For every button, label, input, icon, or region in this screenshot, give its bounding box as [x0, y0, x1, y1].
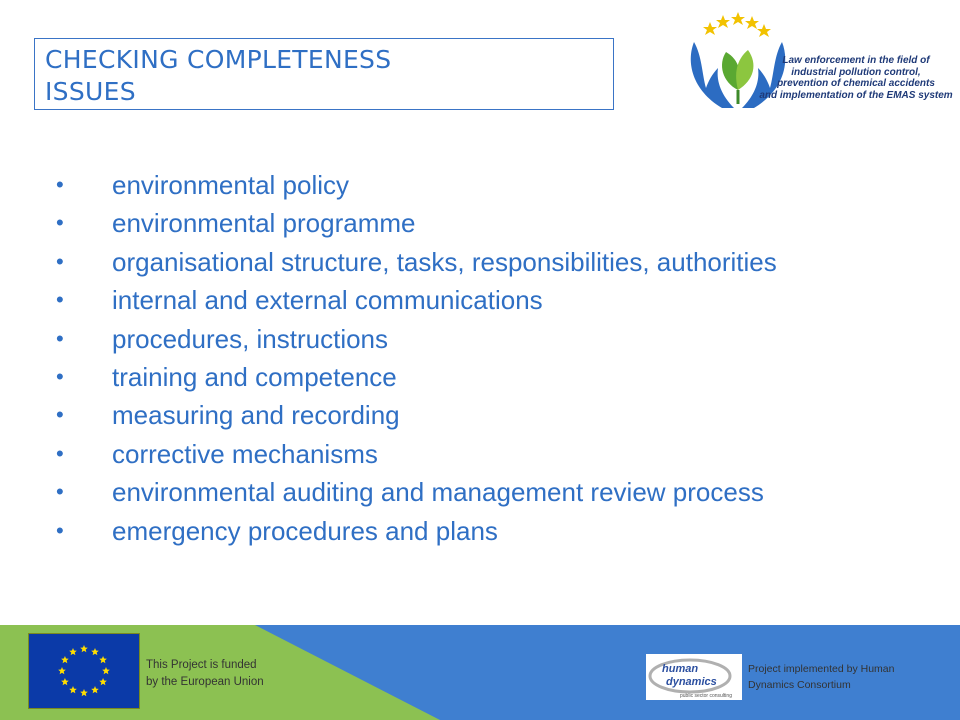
eu-star: [91, 686, 99, 693]
eu-flag: [28, 633, 140, 709]
list-item-text: corrective mechanisms: [112, 438, 378, 469]
implemented-line: Project implemented by Human: [748, 663, 895, 675]
list-item: [56, 320, 777, 358]
logo-caption: [756, 55, 956, 101]
list-item: [56, 166, 777, 204]
eu-star: [61, 656, 69, 663]
eu-star: [80, 645, 88, 652]
eu-star: [91, 648, 99, 655]
bullet-icon: •: [56, 402, 64, 428]
funded-text: [146, 657, 264, 691]
hd-word1: human: [662, 663, 699, 675]
slide-title-line-1: CHECKING COMPLETENESS: [45, 45, 392, 74]
list-item-text: environmental auditing and management review process: [112, 477, 764, 508]
list-item-text: organisational structure, tasks, responsibilities, authorities: [112, 246, 777, 277]
bullet-icon: •: [56, 440, 64, 466]
eu-star: [102, 667, 110, 674]
funded-line: by the European Union: [146, 676, 264, 688]
list-item: [56, 204, 777, 242]
slide-title-line-2: ISSUES: [45, 77, 136, 106]
list-item: [56, 473, 777, 511]
logo-caption-line: industrial pollution control,: [791, 66, 921, 78]
list-item: [56, 512, 777, 550]
list-item: [56, 396, 777, 434]
eu-star: [69, 648, 77, 655]
list-item-text: environmental programme: [112, 208, 416, 239]
list-item: [56, 243, 777, 281]
eu-star: [61, 678, 69, 685]
slide-title-box: [34, 38, 614, 110]
checklist: [56, 166, 777, 550]
list-item: [56, 281, 777, 319]
eu-star: [69, 686, 77, 693]
bullet-icon: •: [56, 479, 64, 505]
eu-star: [80, 689, 88, 696]
bullet-icon: •: [56, 248, 64, 274]
implemented-text: [748, 661, 894, 693]
list-item: [56, 435, 777, 473]
list-item-text: training and competence: [112, 361, 397, 392]
eu-stars-icon: [29, 634, 139, 708]
implemented-line: Dynamics Consortium: [748, 679, 851, 691]
logo-caption-line: prevention of chemical accidents: [777, 78, 935, 89]
list-item-text: measuring and recording: [112, 400, 400, 431]
eu-star: [58, 667, 66, 674]
bullet-icon: •: [56, 172, 64, 197]
list-item: [56, 358, 777, 396]
bullet-icon: •: [56, 287, 64, 313]
human-dynamics-logo: [646, 654, 742, 700]
logo-caption-line: Law enforcement in the field of: [782, 55, 930, 66]
eu-star: [99, 656, 107, 663]
bullet-icon: •: [56, 363, 64, 389]
stars-icon: [703, 12, 771, 37]
list-item-text: procedures, instructions: [112, 323, 389, 354]
bullet-icon: •: [56, 210, 64, 236]
list-item-text: environmental policy: [112, 170, 350, 200]
list-item-text: internal and external communications: [112, 285, 543, 316]
hd-word2: dynamics: [666, 676, 717, 688]
list-item-text: emergency procedures and plans: [112, 515, 498, 546]
hd-tagline: public sector consulting: [680, 693, 732, 699]
funded-line: This Project is funded: [146, 659, 257, 671]
eu-star: [99, 678, 107, 685]
bullet-icon: •: [56, 517, 64, 543]
logo-caption-line: and implementation of the EMAS system: [759, 89, 953, 101]
bullet-icon: •: [56, 325, 64, 351]
